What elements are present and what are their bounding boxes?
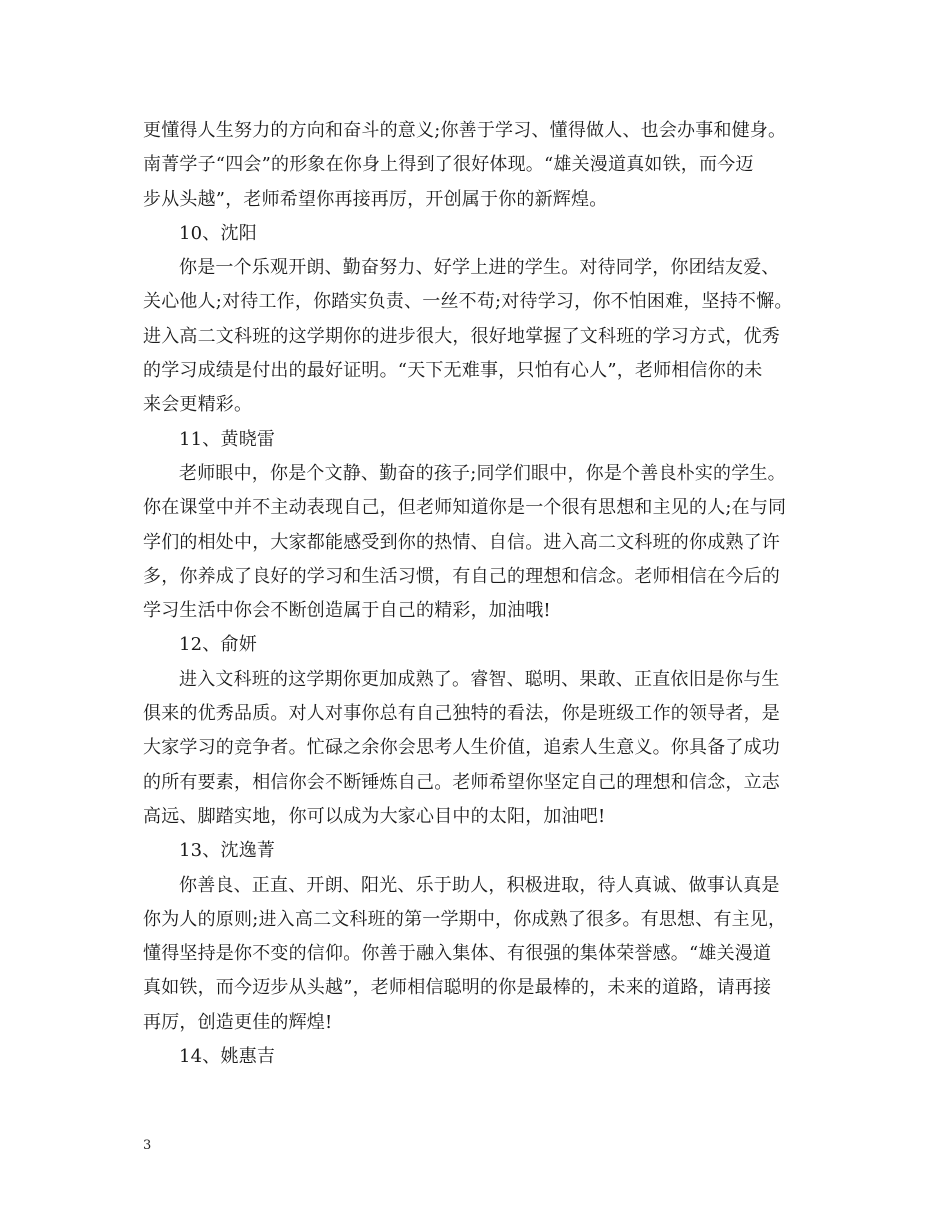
section-heading: 12、俞妍 bbox=[179, 634, 257, 656]
paragraph-line: 学习生活中你会不断创造属于自己的精彩，加油哦! bbox=[143, 600, 551, 622]
paragraph-line: 你善良、正直、开朗、阳光、乐于助人，积极进取，待人真诚、做事认真是 bbox=[179, 874, 780, 896]
paragraph-line: 的学习成绩是付出的最好证明。“天下无难事，只怕有心人”，老师相信你的未 bbox=[143, 360, 763, 382]
paragraph-line: 更懂得人生努力的方向和奋斗的意义;你善于学习、懂得做人、也会办事和健身。 bbox=[143, 120, 787, 141]
paragraph-line: 学们的相处中，大家都能感受到你的热情、自信。进入高二文科班的你成熟了许 bbox=[143, 531, 780, 553]
section-heading: 11、黄晓雷 bbox=[179, 428, 276, 450]
paragraph-line: 南菁学子“四会”的形象在你身上得到了很好体现。“雄关漫道真如铁，而今迈 bbox=[143, 154, 754, 176]
paragraph-line: 你为人的原则;进入高二文科班的第一学期中，你成熟了很多。有思想、有主见， bbox=[143, 908, 787, 930]
paragraph-line: 进入文科班的这学期你更加成熟了。睿智、聪明、果敢、正直依旧是你与生 bbox=[179, 668, 780, 690]
paragraph-line: 真如铁，而今迈步从头越”，老师相信聪明的你是最棒的，未来的道路，请再接 bbox=[143, 977, 772, 999]
paragraph-line: 再厉，创造更佳的辉煌! bbox=[143, 1011, 333, 1033]
section-heading: 10、沈阳 bbox=[179, 222, 257, 244]
section-heading: 14、姚惠吉 bbox=[179, 1046, 276, 1068]
paragraph-line: 多，你养成了良好的学习和生活习惯，有自己的理想和信念。老师相信在今后的 bbox=[143, 565, 780, 587]
paragraph-line: 进入高二文科班的这学期你的进步很大，很好地掌握了文科班的学习方式，优秀 bbox=[143, 325, 780, 347]
paragraph-line: 你是一个乐观开朗、勤奋努力、好学上进的学生。对待同学，你团结友爱、 bbox=[179, 257, 780, 279]
paragraph-line: 关心他人;对待工作，你踏实负责、一丝不苟;对待学习，你不怕困难，坚持不懈。 bbox=[143, 291, 793, 313]
paragraph-line: 的所有要素，相信你会不断锤炼自己。老师希望你坚定自己的理想和信念，立志 bbox=[143, 771, 780, 793]
paragraph-line: 高远、脚踏实地，你可以成为大家心目中的太阳，加油吧! bbox=[143, 805, 606, 827]
paragraph-line: 步从头越”，老师希望你再接再厉，开创属于你的新辉煌。 bbox=[143, 188, 608, 210]
paragraph-line: 懂得坚持是你不变的信仰。你善于融入集体、有很强的集体荣誉感。“雄关漫道 bbox=[143, 943, 772, 965]
paragraph-line: 老师眼中，你是个文静、勤奋的孩子;同学们眼中，你是个善良朴实的学生。 bbox=[179, 462, 786, 484]
paragraph-line: 俱来的优秀品质。对人对事你总有自己独特的看法，你是班级工作的领导者，是 bbox=[143, 703, 780, 725]
paragraph-line: 来会更精彩。 bbox=[143, 394, 253, 416]
paragraph-line: 你在课堂中并不主动表现自己，但老师知道你是一个很有思想和主见的人;在与同 bbox=[143, 497, 787, 519]
paragraph-line: 大家学习的竞争者。忙碌之余你会思考人生价值，追索人生意义。你具备了成功 bbox=[143, 737, 780, 759]
document-body bbox=[143, 116, 823, 1076]
page-number: 3 bbox=[143, 1138, 152, 1153]
section-heading: 13、沈逸菁 bbox=[179, 840, 276, 862]
